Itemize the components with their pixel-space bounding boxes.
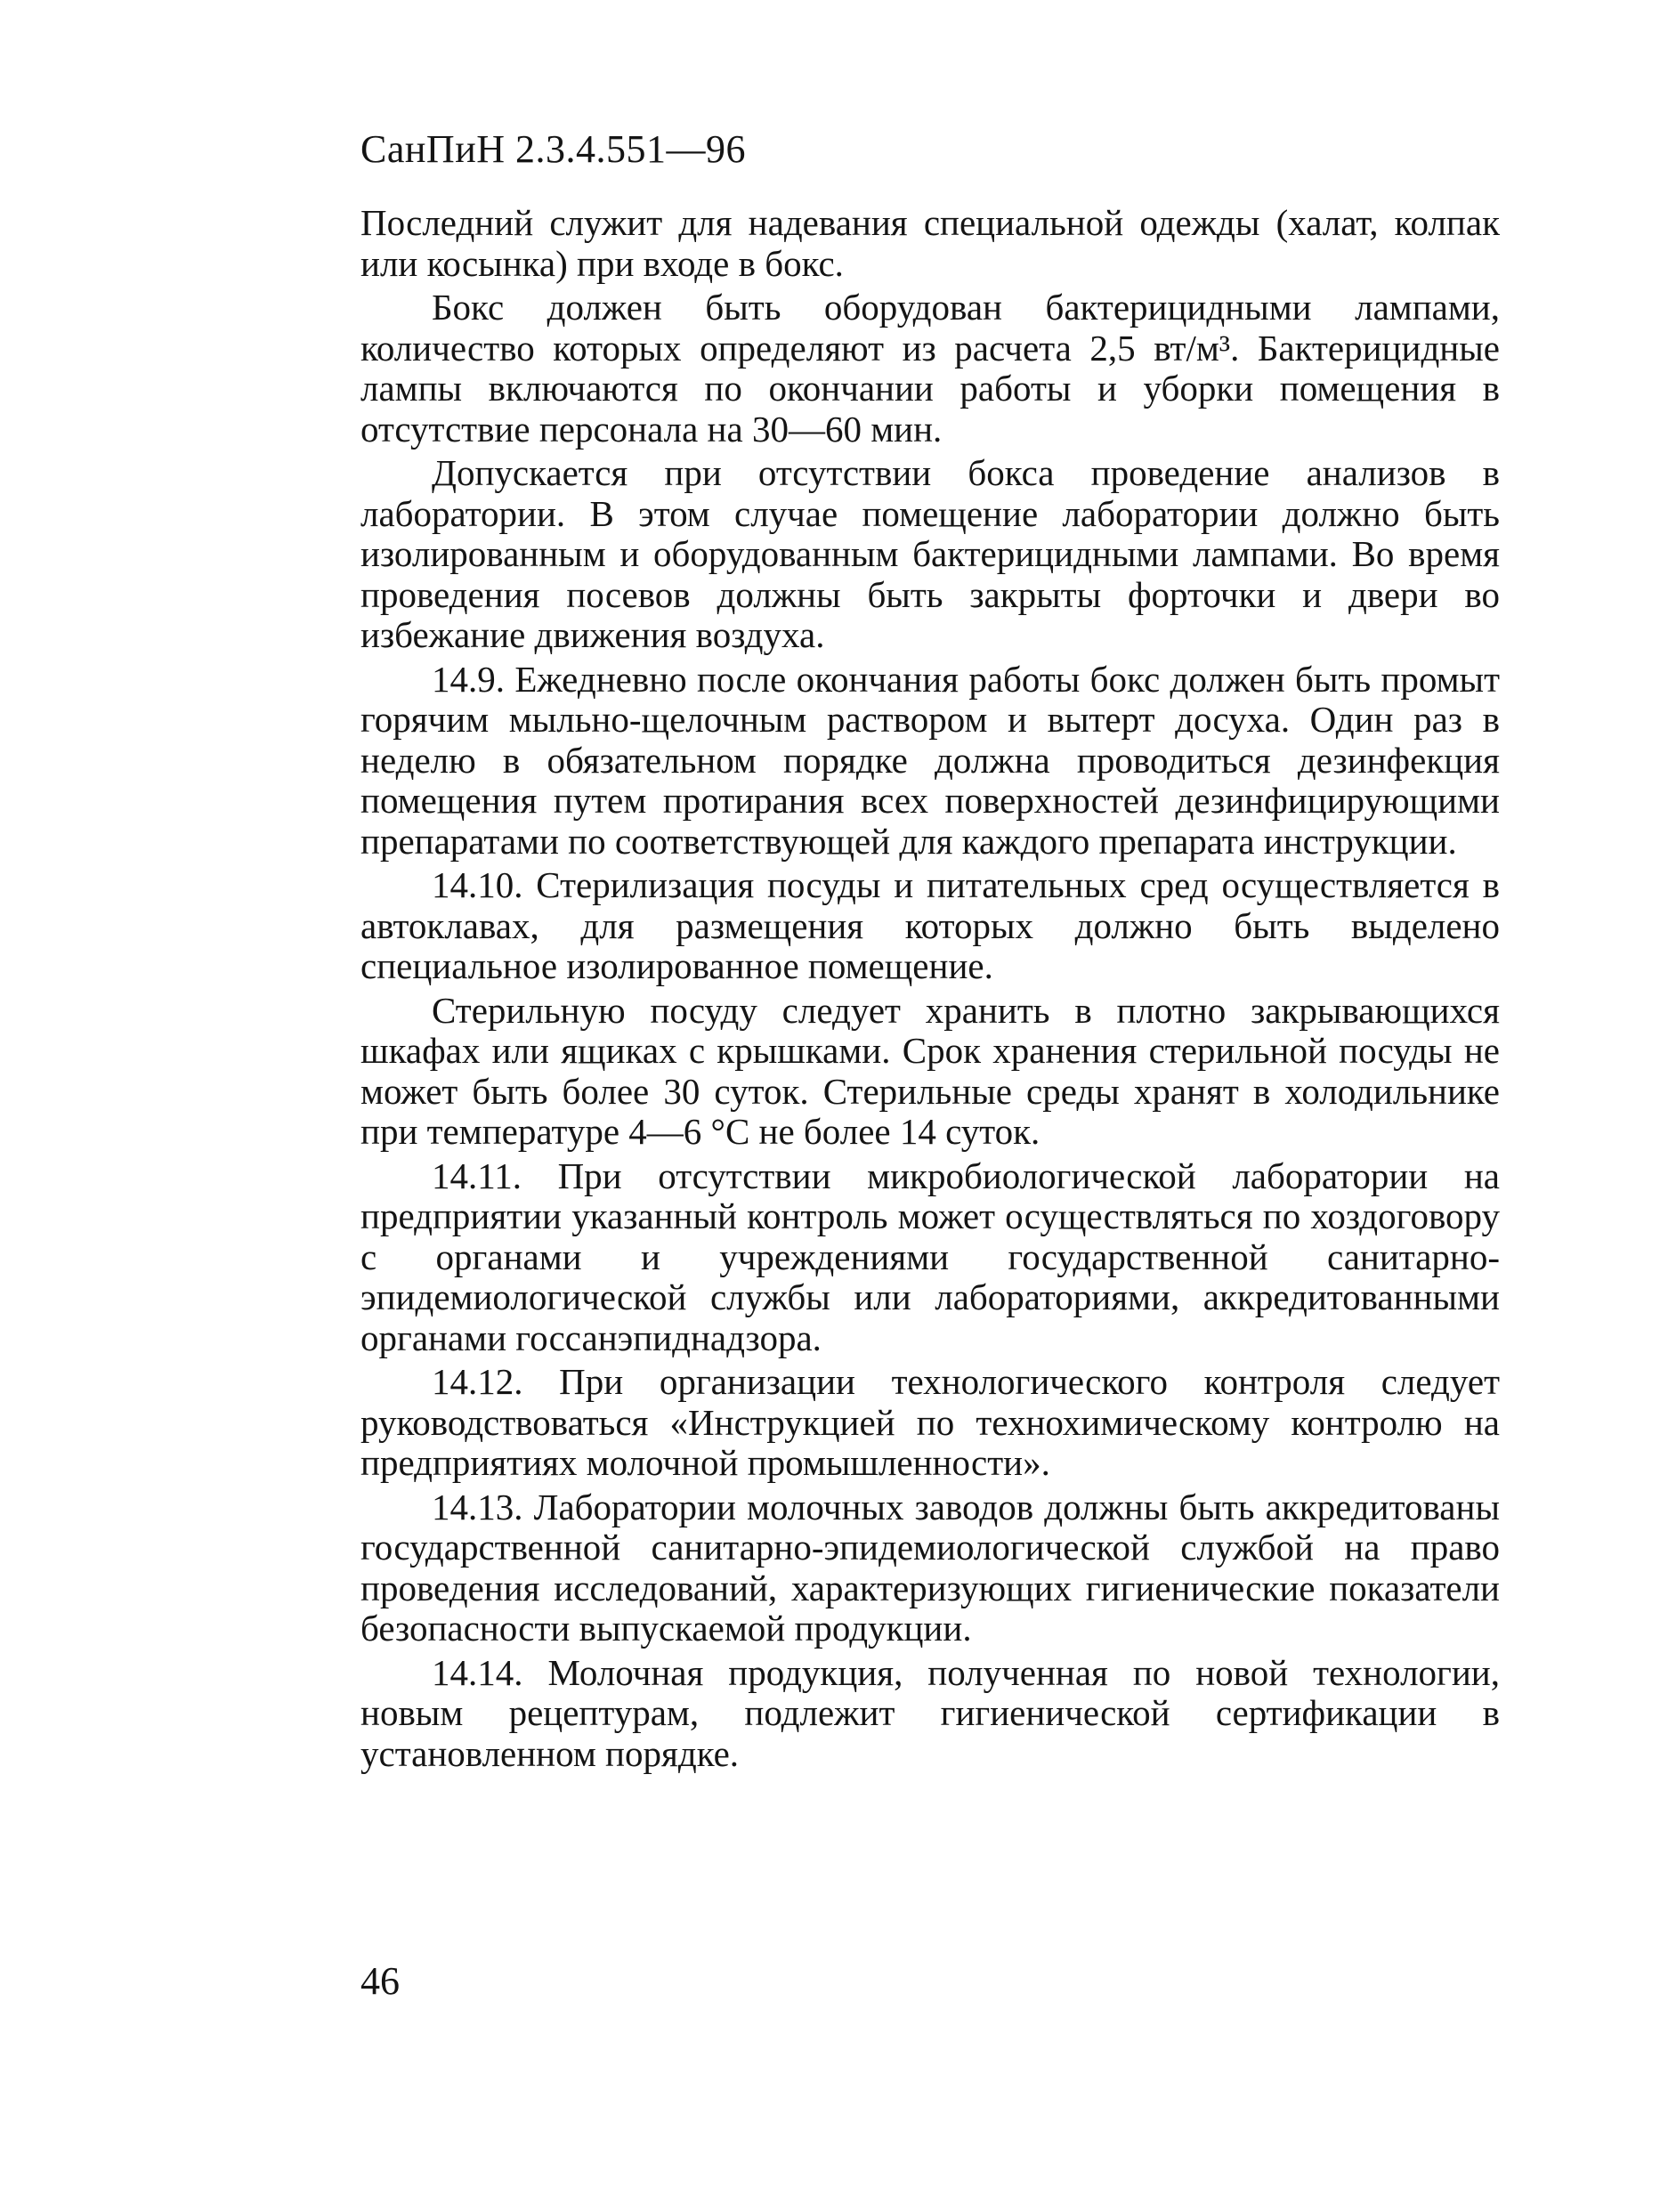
paragraph-14-9: 14.9. Ежедневно после окончания работы бокс должен быть промыт горячим мыльно-щелочным раствором и вытерт досуха. Один раз в неделю в обязательном порядке должна проводиться дезинфекция помещения путем протирания всех поверхностей дезинфицирующими препаратами по соответствующей для каждого препарата инструкции. <box>360 658 1500 862</box>
paragraph-box-lamps: Бокс должен быть оборудован бактерицидными лампами, количество которых определяют из расчета 2,5 вт/м³. Бактерицидные лампы включаются по окончании работы и уборки помещения в отсутствие персонала на 30—60 мин. <box>360 287 1500 450</box>
document-body <box>360 203 1500 1778</box>
paragraph-lab-analysis: Допускается при отсутствии бокса проведение анализов в лаборатории. В этом случае помещение лаборатории должно быть изолированным и оборудованным бактерицидными лампами. Во время проведения посевов должны быть закрыты форточки и двери во избежание движения воздуха. <box>360 452 1500 655</box>
paragraph-14-13: 14.13. Лаборатории молочных заводов должны быть аккредитованы государственной санитарно-эпидемиологической службой на право проведения исследований, характеризующих гигиенические показатели безопасности выпускаемой продукции. <box>360 1486 1500 1649</box>
paragraph-sterile-storage: Стерильную посуду следует хранить в плотно закрывающихся шкафах или ящиках с крышками. Срок хранения стерильной посуды не может быть более 30 суток. Стерильные среды хранят в холодильнике при температуре 4—6 °С не более 14 суток. <box>360 989 1500 1152</box>
document-header: СанПиН 2.3.4.551—96 <box>360 127 747 171</box>
paragraph-14-12: 14.12. При организации технологического контроля следует руководствоваться «Инструкцией по технохимическому контролю на предприятиях молочной промышленности». <box>360 1361 1500 1483</box>
paragraph-14-10: 14.10. Стерилизация посуды и питательных сред осуществляется в автоклавах, для размещения которых должно быть выделено специальное изолированное помещение. <box>360 864 1500 986</box>
paragraph-14-14: 14.14. Молочная продукция, полученная по новой технологии, новым рецептурам, подлежит гигиенической сертификации в установленном порядке. <box>360 1651 1500 1774</box>
paragraph-14-11: 14.11. При отсутствии микробиологической лаборатории на предприятии указанный контроль может осуществляться по хоздоговору с органами и учреждениями государственной санитарно-эпидемиологической службы или лабораториями, аккредитованными органами госсанэпиднадзора. <box>360 1155 1500 1358</box>
paragraph-continuation: Последний служит для надевания специальной одежды (халат, колпак или косынка) при входе в бокс. <box>360 202 1500 284</box>
page-number: 46 <box>360 1959 400 2003</box>
